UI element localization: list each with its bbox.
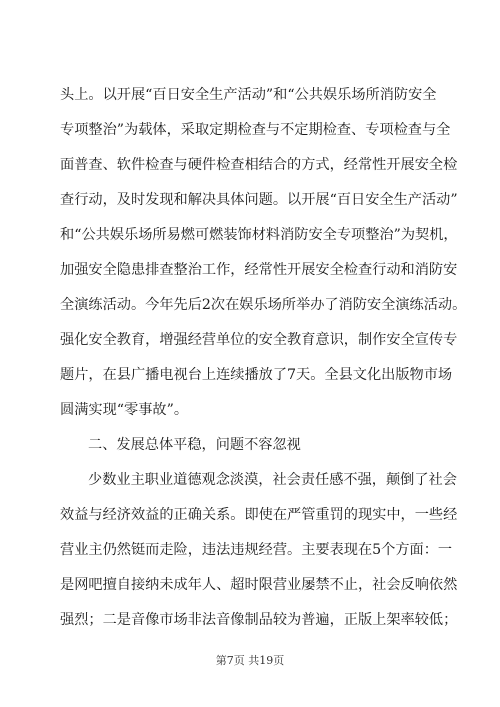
- text-line: 加强安全隐患排查整治工作，经常性开展安全检查行动和消防安: [60, 262, 458, 278]
- text-line: 效益与经济效益的正确关系。即使在严管重罚的现实中，一些经: [60, 507, 458, 523]
- text-line: 全演练活动。今年先后2次在娱乐场所举办了消防安全演练活动。: [60, 297, 467, 313]
- text-line: 和“公共娱乐场所易燃可燃装饰材料消防安全专项整治”为契机，: [60, 227, 458, 243]
- text-line: 营业主仍然铤而走险，违法违规经营。主要表现在5个方面：一: [60, 542, 453, 558]
- page-footer: 第7页 共19页: [215, 654, 285, 667]
- text-line: 专项整治”为载体，采取定期检查与不定期检查、专项检查与全: [60, 122, 451, 138]
- section-heading: 二、发展总体平稳，问题不容忽视: [88, 437, 301, 453]
- text-line: 强烈；二是音像市场非法音像制品较为普遍，正版上架率较低；: [60, 612, 458, 628]
- text-line: 圆满实现“零事故”。: [60, 402, 189, 418]
- text-line: 头上。以开展“百日安全生产活动”和“公共娱乐场所消防安全: [60, 87, 437, 103]
- text-line: 强化安全教育，增强经营单位的安全教育意识，制作安全宣传专: [60, 332, 458, 348]
- text-line: 少数业主职业道德观念淡漠，社会责任感不强，颠倒了社会: [88, 472, 457, 488]
- text-line: 面普查、软件检查与硬件检查相结合的方式，经常性开展安全检: [60, 157, 458, 173]
- text-line: 是网吧擅自接纳未成年人、超时限营业屡禁不止，社会反响依然: [60, 577, 458, 593]
- text-line: 查行动，及时发现和解决具体问题。以开展“百日安全生产活动”: [60, 192, 458, 208]
- text-line: 题片，在县广播电视台上连续播放了7天。全县文化出版物市场: [60, 367, 453, 383]
